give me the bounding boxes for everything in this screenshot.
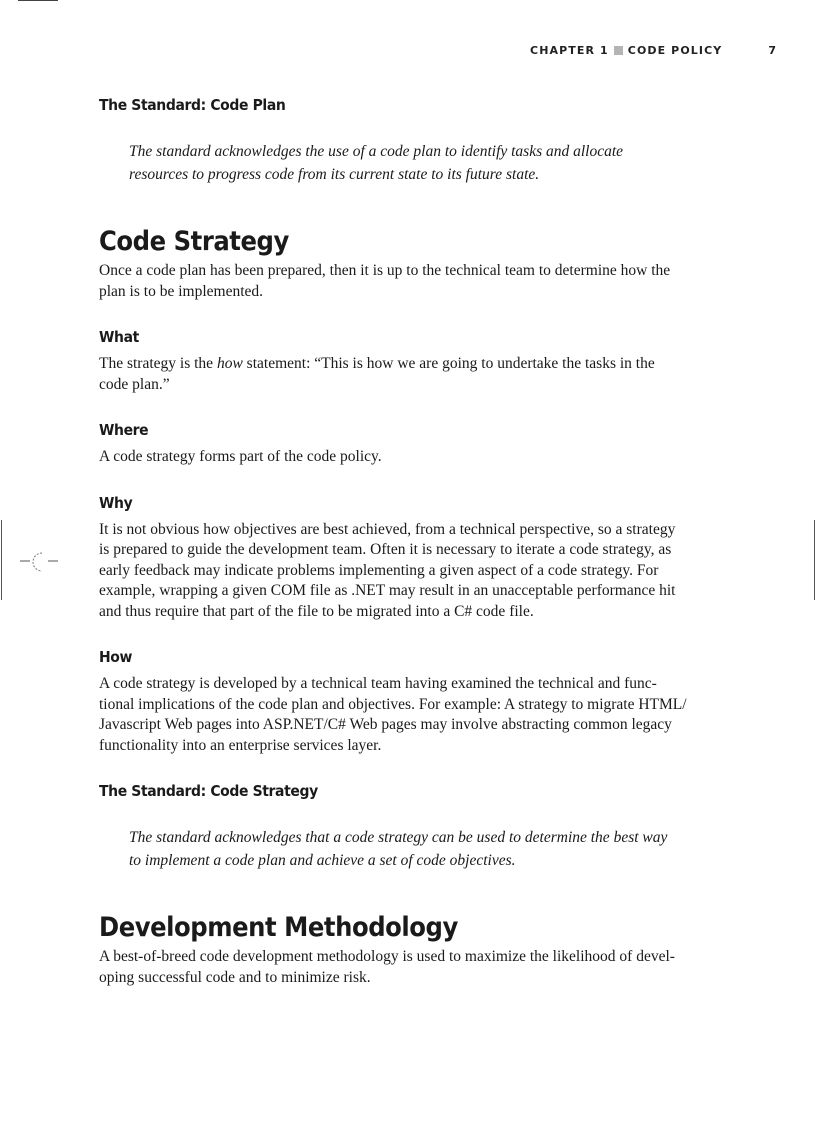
- heading-where: Where: [99, 421, 149, 439]
- paragraph-line: It is not obvious how objectives are best achieved, from a technical perspective, so a strategy: [99, 520, 676, 538]
- paragraph-code-strategy: [99, 261, 711, 302]
- paragraph-line: functionality into an enterprise services layer.: [99, 736, 382, 754]
- paragraph-line: A best-of-breed code development methodology is used to maximize the likelihood of devel-: [99, 948, 675, 965]
- paragraph-line: example, wrapping a given COM file as .NET may result in an unacceptable performance hit: [99, 582, 676, 599]
- paragraph-line: code plan.”: [99, 375, 170, 393]
- heading-why: Why: [99, 493, 133, 512]
- callout-line: The standard acknowledges that a code strategy can be used to determine the best way: [129, 829, 668, 846]
- callout-line: resources to progress code from its current state to its future state.: [129, 165, 540, 183]
- paragraph-why: [99, 520, 711, 623]
- heading-how: How: [99, 648, 133, 666]
- paragraph-line: tional implications of the code plan and objectives. For example: A strategy to migrate HTML/: [99, 695, 687, 713]
- running-head: [0, 44, 776, 57]
- callout-standard-code-strategy: [129, 827, 689, 872]
- paragraph-line: plan is to be implemented.: [99, 282, 264, 300]
- callout-line: The standard acknowledges the use of a code plan to identify tasks and allocate: [129, 143, 624, 160]
- running-head-chapter: CHAPTER 1: [530, 44, 609, 57]
- what-text-start: The strategy is the: [99, 355, 217, 372]
- paragraph-line: [99, 354, 711, 375]
- paragraph-line: oping successful code and to minimize risk.: [99, 968, 371, 986]
- heading-standard-code-plan: The Standard: Code Plan: [99, 96, 286, 114]
- callout-standard-code-plan: [129, 141, 689, 186]
- crop-mark-left: [1, 520, 2, 600]
- page-content: [99, 96, 711, 988]
- what-text-end: statement: “This is how we are going to undertake the tasks in the: [242, 355, 655, 372]
- what-emphasis: how: [216, 355, 243, 372]
- paragraph-where: A code strategy forms part of the code policy.: [99, 448, 382, 465]
- heading-code-strategy: Code Strategy: [99, 226, 289, 257]
- paragraph-line: and thus require that part of the file to be migrated into a C# code file.: [99, 602, 534, 620]
- heading-standard-code-strategy: The Standard: Code Strategy: [99, 782, 318, 800]
- crop-mark-right: [814, 520, 815, 600]
- heading-development-methodology: Development Methodology: [99, 912, 458, 943]
- heading-what: What: [99, 328, 139, 346]
- running-head-title: CODE POLICY: [627, 44, 723, 57]
- paragraph-line: Once a code plan has been prepared, then it is up to the technical team to determine how the: [99, 262, 671, 279]
- paragraph-what: [99, 354, 711, 395]
- paragraph-line: A code strategy is developed by a technical team having examined the technical and func-: [99, 675, 657, 692]
- callout-line: to implement a code plan and achieve a set of code objectives.: [129, 851, 516, 869]
- crop-mark-top: [18, 0, 58, 1]
- paragraph-development-methodology: [99, 947, 711, 988]
- paragraph-line: Javascript Web pages into ASP.NET/C# Web pages may involve abstracting common legacy: [99, 716, 672, 733]
- paragraph-line: early feedback may indicate problems implementing a given aspect of a code strategy. For: [99, 561, 659, 579]
- paragraph-line: is prepared to guide the development team. Often it is necessary to iterate a code strategy, as: [99, 541, 672, 558]
- paragraph-how: [99, 674, 711, 756]
- running-head-separator: [614, 46, 623, 55]
- page-number: 7: [768, 44, 776, 57]
- registration-mark-icon: [20, 550, 60, 578]
